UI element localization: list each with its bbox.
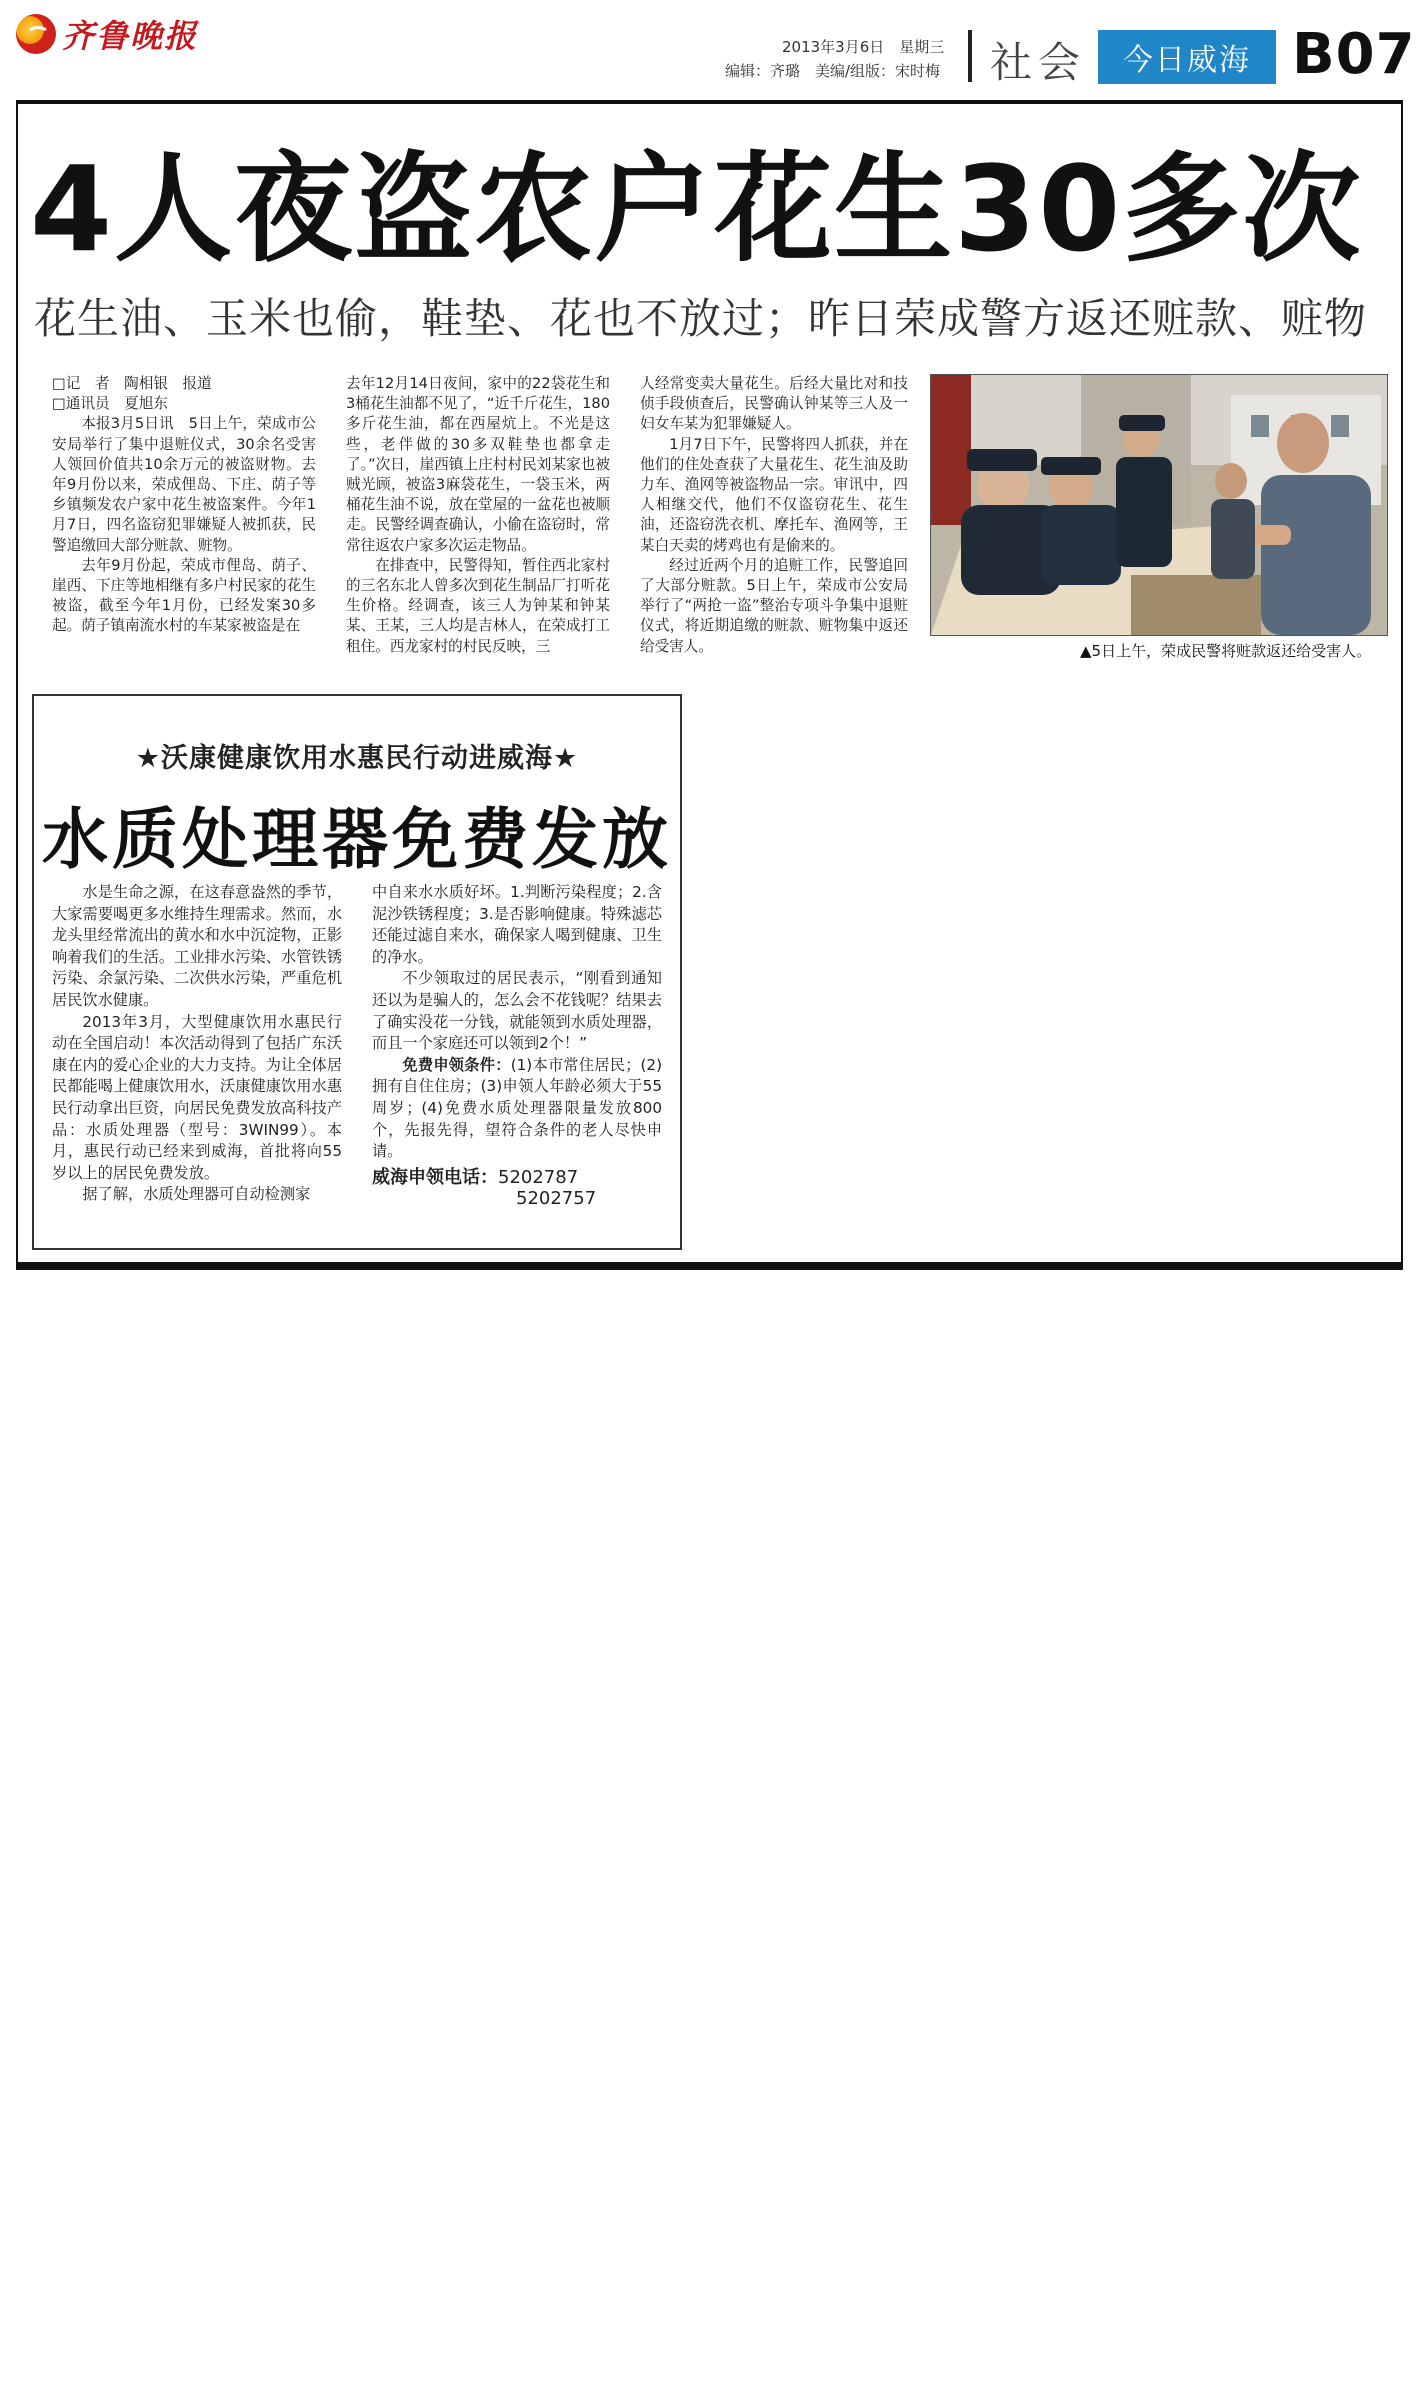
paragraph: 1月7日下午，民警将四人抓获，并在他们的住处查获了大量花生、花生油及助力车、渔网等被盗物品一宗。审讯中，四人相继交代，他们不仅盗窃花生、花生油，还盗窃洗衣机、摩托车、渔网等，王某白天卖的烤鸡也有是偷来的。	[640, 435, 908, 554]
article-column-2	[346, 374, 610, 657]
issue-date: 2013年3月6日 星期三	[782, 38, 945, 56]
ad-title: 水质处理器免费发放	[42, 801, 672, 878]
headline: 4人夜盗农户花生30多次	[30, 140, 1363, 278]
bottom-rule	[16, 1262, 1403, 1270]
phone-line	[372, 1167, 662, 1189]
editor-credits: 编辑：齐璐 美编/组版：宋时梅	[725, 62, 941, 80]
byline-reporter: □记 者 陶相银 报道	[52, 375, 212, 392]
paragraph: 中自来水水质好坏。1.判断污染程度；2.含泥沙铁锈程度；3.是否影响健康。特殊滤芯还能过滤自来水，确保家人喝到健康、卫生的净水。	[372, 883, 662, 966]
section-tag: 今日威海	[1098, 30, 1276, 84]
paragraph: 水是生命之源，在这春意盎然的季节，大家需要喝更多水维持生理需求。然而，水龙头里经常流出的黄水和水中沉淀物，正影响着我们的生活。工业排水污染、水管铁锈污染、余氯污染、二次供水污染，严重危机居民饮水健康。	[52, 883, 342, 1009]
header-divider	[968, 30, 972, 82]
ad-column-1	[52, 882, 342, 1206]
section-name: 社会	[990, 38, 1087, 87]
phone-number-1: 5202787	[498, 1166, 579, 1188]
conditions-label: 免费申领条件：	[402, 1055, 511, 1074]
paragraph: 人经常变卖大量花生。后经大量比对和技侦手段侦查后，民警确认钟某等三人及一妇女车某为犯罪嫌疑人。	[640, 375, 908, 433]
paragraph: 在排查中，民警得知，暂住西北家村的三名东北人曾多次到花生制品厂打听花生价格。经调查，该三人为钟某和钟某某、王某，三人均是吉林人，在荣成打工租住。西龙家村的村民反映，三	[346, 556, 610, 655]
paragraph: 去年12月14日夜间，家中的22袋花生和3桶花生油都不见了，“近千斤花生，180多斤花生油，都在西屋炕上。不光是这些，老伴做的30多双鞋垫也都拿走了。”次日，崖西镇上庄村村民刘某家也被贼光顾，被盗3麻袋花生，一袋玉米，两桶花生油不说，放在堂屋的一盆花也被顺走。民警经调查确认，小偷在盗窃时，常常往返农户家多次运走物品。	[346, 375, 610, 554]
page-number: B07	[1292, 22, 1416, 87]
newspaper-logo	[16, 10, 198, 58]
logo-text: 齐鲁晚报	[62, 17, 199, 55]
byline-correspondent: □通讯员 夏旭东	[52, 395, 168, 413]
photo-caption: ▲5日上午，荣成民警将赃款返还给受害人。	[1080, 642, 1372, 660]
subheadline: 花生油、玉米也偷，鞋垫、花也不放过；昨日荣成警方返还赃款、赃物	[34, 294, 1368, 343]
phone-line-2	[372, 1188, 662, 1210]
top-rule	[16, 100, 1403, 104]
conditions-text: (1)本市常住居民；(2)拥有自住住房；(3)申领人年龄必须大于55周岁；(4)免费水质处理器限量发放800个，先报先得，望符合条件的老人尽快申请。	[372, 1055, 663, 1161]
paragraph: 经过近两个月的追赃工作，民警追回了大部分赃款。5日上午，荣成市公安局举行了“两抢一盗”整治专项斗争集中退赃仪式，将近期追缴的赃款、赃物集中返还给受害人。	[640, 556, 908, 655]
phone-label: 威海申领电话：	[372, 1166, 498, 1188]
ad-column-2	[372, 882, 662, 1210]
paragraph: 据了解，水质处理器可自动检测家	[82, 1185, 311, 1204]
paragraph: 去年9月份起，荣成市俚岛、荫子、崖西、下庄等地相继有多户村民家的花生被盗，截至今年1月份，已经发案30多起。荫子镇南流水村的车某家被盗是在	[52, 556, 316, 635]
police-returning-goods-photo-icon	[931, 375, 1387, 635]
article-column-1	[52, 374, 316, 637]
phone-number-2: 5202757	[516, 1188, 597, 1210]
article-column-3	[640, 374, 908, 657]
frame-left	[16, 100, 18, 1262]
conditions-paragraph	[372, 1055, 662, 1163]
paragraph: 2013年3月，大型健康饮用水惠民行动在全国启动！本次活动得到了包括广东沃康在内的爱心企业的大力支持。为让全体居民都能喝上健康饮用水，沃康健康饮用水惠民行动拿出巨资，向居民免费发放高科技产品：水质处理器（型号：3WIN99）。本月，惠民行动已经来到威海，首批将向55岁以上的居民免费发放。	[52, 1012, 342, 1182]
logo-emblem-icon	[16, 14, 56, 54]
paragraph: 不少领取过的居民表示，“刚看到通知还以为是骗人的，怎么会不花钱呢？结果去了确实没花一分钱，就能领到水质处理器，而且一个家庭还可以领到2个！”	[372, 969, 662, 1053]
frame-right	[1401, 100, 1403, 1262]
ad-subtitle: ★沃康健康饮用水惠民行动进威海★	[135, 743, 579, 774]
news-photo	[930, 374, 1388, 636]
paragraph: 本报3月5日讯 5日上午，荣成市公安局举行了集中退赃仪式，30余名受害人领回价值共10余万元的被盗财物。去年9月份以来，荣成俚岛、下庄、荫子等乡镇频发农户家中花生被盗案件。今年1月7日，四名盗窃犯罪嫌疑人被抓获，民警追缴回大部分赃款、赃物。	[52, 415, 316, 554]
